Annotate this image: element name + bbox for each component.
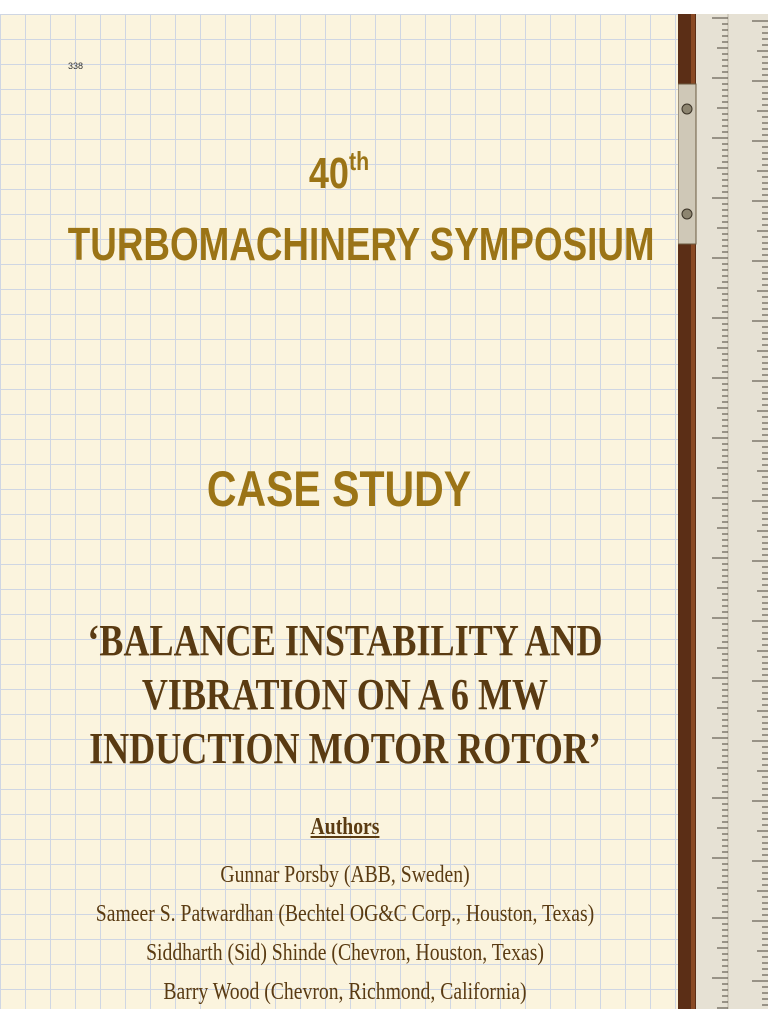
symposium-number-suffix: th: [349, 146, 370, 176]
paper-title: [62, 614, 628, 776]
paper-title-line: VIBRATION ON A 6 MW: [141, 670, 549, 719]
ruler-screw-icon: [682, 104, 692, 114]
author-entry: Barry Wood (Chevron, Richmond, California): [163, 979, 527, 1005]
author-entry: Sameer S. Patwardhan (Bechtel OG&C Corp., Houston, Texas): [95, 901, 595, 927]
case-study-label: CASE STUDY: [206, 461, 472, 517]
authors-heading: Authors: [310, 814, 380, 840]
paper-title-line: ‘BALANCE INSTABILITY AND: [87, 616, 603, 665]
author-entry: Gunnar Porsby (ABB, Sweden): [220, 862, 470, 888]
ruler-screw-icon: [682, 209, 692, 219]
slide-background: [0, 14, 678, 1009]
author-entry: Siddharth (Sid) Shinde (Chevron, Houston, Texas): [146, 940, 544, 966]
symposium-number-value: 40: [308, 149, 350, 198]
author-list: [0, 856, 690, 1012]
page-number: 338: [68, 61, 84, 71]
paper-title-line: INDUCTION MOTOR ROTOR’: [89, 724, 601, 773]
wooden-ruler-decoration: [678, 14, 768, 1009]
symposium-number: [61, 146, 617, 199]
symposium-title: TURBOMACHINERY SYMPOSIUM: [67, 218, 655, 270]
ruler-face: [696, 14, 768, 1009]
